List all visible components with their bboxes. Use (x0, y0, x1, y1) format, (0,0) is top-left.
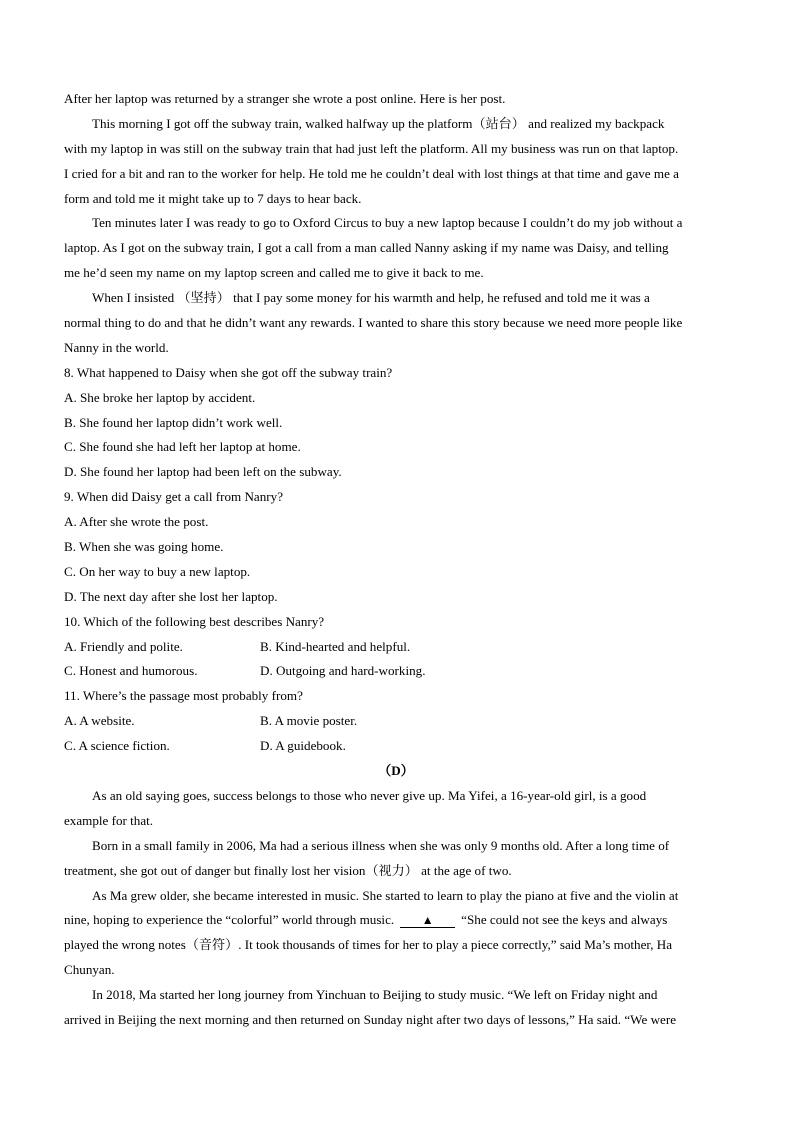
question-9-stem: 9. When did Daisy get a call from Nanry? (64, 489, 284, 505)
question-11-option-c: C. A science fiction. (64, 738, 170, 754)
question-10-options-row (64, 659, 728, 684)
passage-d-p3-line: Chunyan. (64, 962, 115, 978)
question-11-options-row (64, 709, 728, 734)
passage-c-p3-line: normal thing to do and that he didn’t want any rewards. I wanted to share this story because we need more people like (64, 315, 683, 331)
passage-c-p3-line: When I insisted （坚持） that I pay some money for his warmth and help, he refused and told me it was a (92, 290, 650, 306)
passage-c-p1-line: form and told me it might take up to 7 days to hear back. (64, 190, 362, 206)
question-9-option-c: C. On her way to buy a new laptop. (64, 563, 251, 579)
passage-c-p2-line: laptop. As I got on the subway train, I got a call from a man called Nanny asking if my name was Daisy, and telling (64, 240, 669, 256)
question-8-option-a: A. She broke her laptop by accident. (64, 389, 256, 405)
question-9-option-d: D. The next day after she lost her laptop. (64, 588, 278, 604)
passage-d-p1-line: example for that. (64, 812, 154, 828)
passage-c-p1-line: with my laptop in was still on the subway train that had just left the platform. All my business was run on that laptop. (64, 140, 679, 156)
passage-c-p2-line: Ten minutes later I was ready to go to Oxford Circus to buy a new laptop because I couldn’t do my job without a (92, 215, 683, 231)
passage-d-p1-line: As an old saying goes, success belongs to those who never give up. Ma Yifei, a 16-year-old girl, is a good (92, 787, 647, 803)
passage-c-p1-line: This morning I got off the subway train, walked halfway up the platform（站台） and realized my backpack (92, 115, 665, 131)
exam-page (64, 87, 728, 1033)
question-10-option-c: C. Honest and humorous. (64, 663, 198, 679)
passage-c-p3-line: Nanny in the world. (64, 339, 169, 355)
passage-d-p2-line: Born in a small family in 2006, Ma had a serious illness when she was only 9 months old. After a long time of (92, 837, 670, 853)
passage-d-p2-line: treatment, she got out of danger but finally lost her vision（视力） at the age of two. (64, 862, 512, 878)
passage-d-p4-line: arrived in Beijing the next morning and then returned on Sunday night after two days of lessons,” Ha said. “We were (64, 1011, 677, 1027)
question-8-option-d: D. She found her laptop had been left on the subway. (64, 464, 342, 480)
passage-d-heading: （D） (378, 763, 414, 779)
question-8-stem: 8. What happened to Daisy when she got off the subway train? (64, 364, 393, 380)
passage-d-p3-text-before-blank: nine, hoping to experience the “colorful” world through music. (64, 912, 395, 928)
question-10-options-row (64, 635, 728, 660)
question-11-options-row (64, 734, 728, 759)
question-8-option-c: C. She found she had left her laptop at home. (64, 439, 301, 455)
passage-c-p2-line: me he’d seen my name on my laptop screen and called me to give it back to me. (64, 265, 484, 281)
passage-d-p3-line: As Ma grew older, she became interested in music. She started to learn to play the piano at five and the violin at (92, 887, 679, 903)
question-10-option-d: D. Outgoing and hard-working. (260, 663, 426, 679)
passage-d-p3-line: played the wrong notes（音符）. It took thousands of times for her to play a piece correctly,” said Ma’s mother, Ha (64, 937, 673, 953)
passage-c-intro: After her laptop was returned by a stranger she wrote a post online. Here is her post. (64, 91, 506, 106)
question-10-stem: 10. Which of the following best describes Nanry? (64, 613, 325, 629)
passage-d-p3-line (64, 908, 728, 933)
question-11-option-a: A. A website. (64, 713, 135, 729)
passage-d-p4-line: In 2018, Ma started her long journey from Yinchuan to Beijing to study music. “We left on Friday night and (92, 987, 658, 1003)
answer-blank: ▲ (400, 913, 455, 928)
question-9-option-b: B. When she was going home. (64, 539, 224, 555)
question-11-option-d: D. A guidebook. (260, 738, 346, 754)
question-8-option-b: B. She found her laptop didn’t work well. (64, 414, 283, 430)
question-11-stem: 11. Where’s the passage most probably from? (64, 688, 303, 704)
passage-c-p1-line: I cried for a bit and ran to the worker for help. He told me he couldn’t deal with lost things at that time and gave me a (64, 165, 679, 181)
question-10-option-a: A. Friendly and polite. (64, 638, 183, 654)
question-9-option-a: A. After she wrote the post. (64, 514, 209, 530)
question-11-option-b: B. A movie poster. (260, 713, 358, 729)
passage-d-p3-text-after-blank: “She could not see the keys and always (461, 912, 668, 928)
question-10-option-b: B. Kind-hearted and helpful. (260, 638, 411, 654)
